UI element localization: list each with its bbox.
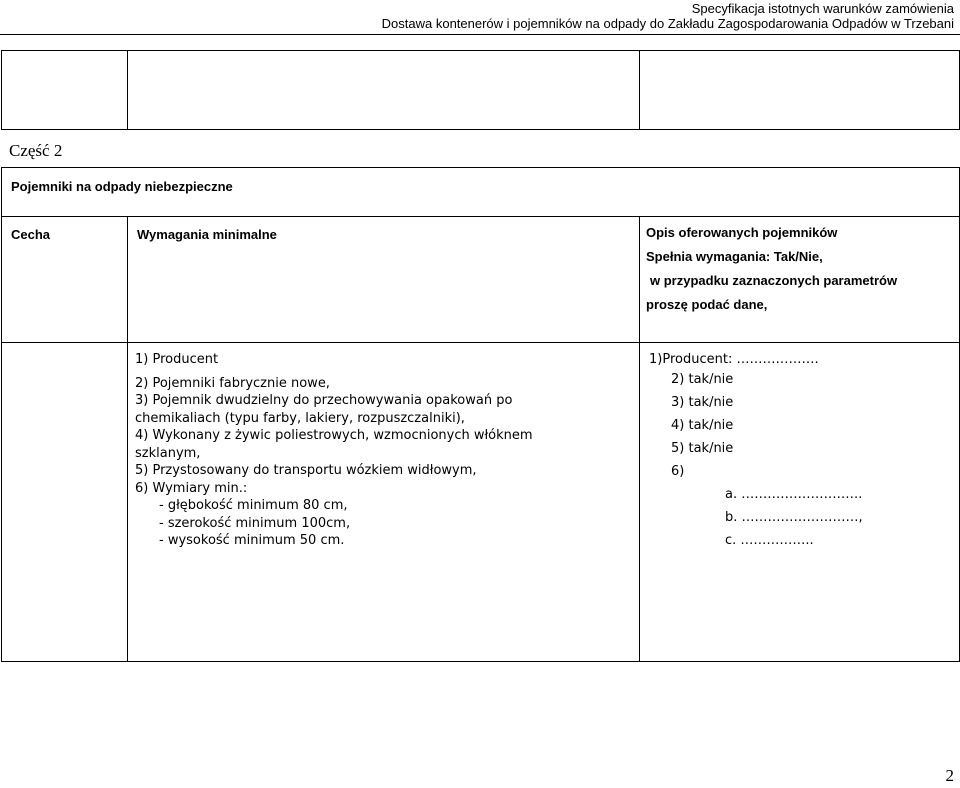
offer-header-line: Opis oferowanych pojemników — [646, 225, 838, 240]
offer-header-line: w przypadku zaznaczonych parametrów — [650, 273, 898, 288]
requirement-line: - wysokość minimum 50 cm. — [159, 533, 345, 548]
feature-cell — [2, 343, 128, 662]
previous-part-table-end — [1, 50, 960, 130]
header-procurement-title: Dostawa kontenerów i pojemników na odpady do Zakładu Zagospodarowania Odpadów w Trzebani — [381, 16, 954, 31]
empty-cell-3 — [640, 51, 960, 130]
requirement-line: 5) Przystosowany do transportu wózkiem widłowym, — [135, 463, 477, 478]
offer-header-line: proszę podać dane, — [646, 297, 768, 312]
requirement-line: 6) Wymiary min.: — [135, 480, 248, 496]
requirement-line: 1) Producent — [135, 352, 219, 367]
answer-line: 4) tak/nie — [671, 418, 734, 433]
requirement-line: 3) Pojemnik dwudzielny do przechowywania opakowań po — [135, 393, 513, 408]
answer-line: 2) tak/nie — [671, 372, 734, 387]
requirement-line: szklanym, — [135, 445, 201, 461]
requirement-line: 4) Wykonany z żywic poliestrowych, wzmocnionych włóknem — [135, 428, 533, 443]
requirement-line: chemikaliach (typu farby, lakiery, rozpuszczalniki), — [135, 410, 465, 426]
answer-dimension: b. ………………………, — [725, 510, 863, 525]
column-header-feature: Cecha — [2, 217, 128, 343]
page-number: 2 — [945, 766, 954, 785]
answers-cell — [640, 343, 960, 662]
answer-line: 5) tak/nie — [671, 441, 734, 456]
requirement-line: - szerokość minimum 100cm, — [159, 515, 351, 531]
header-divider — [0, 34, 960, 35]
category-row: Pojemniki na odpady niebezpieczne — [2, 168, 960, 217]
answer-dimension: c. …………….. — [725, 533, 814, 548]
empty-cell-2 — [128, 51, 640, 130]
column-header-offer-description — [640, 217, 960, 343]
answer-dimension: a. ………………………. — [725, 487, 863, 502]
empty-cell-1 — [2, 51, 128, 130]
offer-header-line: Spełnia wymagania: Tak/Nie, — [646, 249, 823, 264]
requirement-line: - głębokość minimum 80 cm, — [159, 498, 348, 513]
requirements-cell — [128, 343, 640, 662]
answer-line: 3) tak/nie — [671, 395, 734, 410]
requirements-table — [1, 167, 960, 662]
requirement-line: 2) Pojemniki fabrycznie nowe, — [135, 375, 330, 391]
answer-producent: 1)Producent: ………………. — [649, 352, 819, 367]
answer-line: 6) — [671, 464, 685, 479]
column-header-min-requirements: Wymagania minimalne — [128, 217, 640, 343]
section-title: Część 2 — [9, 141, 63, 160]
header-spec-title: Specyfikacja istotnych warunków zamówienia — [691, 1, 954, 16]
